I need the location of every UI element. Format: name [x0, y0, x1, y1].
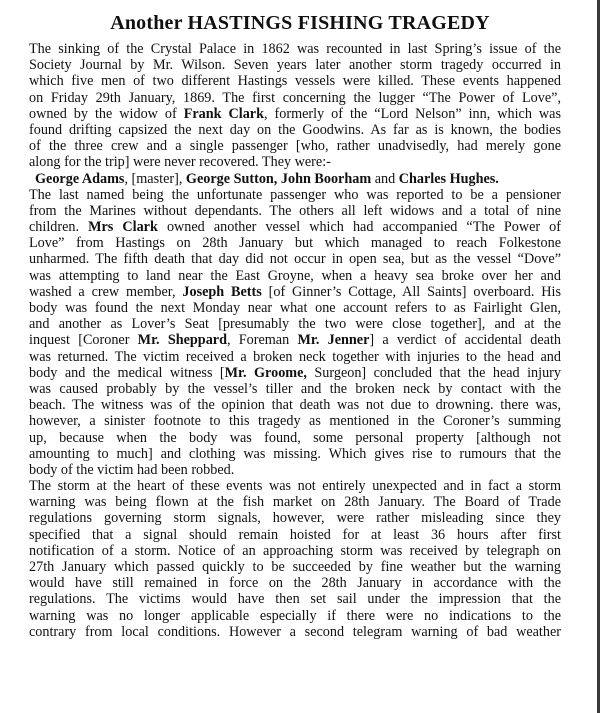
- text-line: specified that a signal should remain hoisted for at least 36 hours after first: [29, 526, 561, 543]
- text-line: warning was being flown at the fish market on 28th January. The Board of Trade: [29, 494, 561, 511]
- text-run: , [master],: [124, 170, 186, 187]
- text-line: 27th January which passed quickly to be succeeded by fine weather but the warning: [29, 559, 561, 575]
- text-line: was returned. The victim received a broken neck together with injuries to the head and: [29, 348, 561, 365]
- text-run: body and the medical witness [: [29, 364, 225, 381]
- name-joseph-betts: Joseph Betts: [182, 283, 262, 300]
- text-line: [29, 284, 561, 300]
- text-line: from the Marines without dependants. The others all left widows and a total of nine: [29, 202, 561, 219]
- text-line: The sinking of the Crystal Palace in 1862 was recounted in last Spring’s issue of the: [29, 41, 561, 57]
- text-line: unharmed. The fifth death that day did not occur in open sea, but as the vessel “Dove”: [29, 251, 561, 268]
- name-frank-clark: Frank Clark: [183, 105, 264, 122]
- name-mrs-clark: Mrs Clark: [88, 219, 158, 236]
- crew-list: [29, 171, 561, 187]
- text-line: Love” from Hastings on 28th January but which managed to reach Folkestone: [29, 235, 561, 252]
- text-run: children.: [29, 219, 80, 236]
- text-run: [of Ginner’s Cottage, All Saints] overboard. His: [268, 283, 561, 300]
- name-mr-sheppard: Mr. Sheppard: [137, 332, 227, 349]
- text-run: washed a crew member,: [29, 283, 176, 300]
- text-line: Society Journal by Mr. Wilson. Seven years later another storm tragedy occurred in: [29, 57, 561, 74]
- text-run: and: [371, 170, 399, 187]
- text-line: on Friday 29th January, 1869. The first concerning the lugger “The Power of Love”,: [29, 89, 561, 106]
- text-line: and another as Lover’s Seat [presumably the two were close together], and at the: [29, 316, 561, 333]
- text-line: beach. The witness was of the opinion that death was not due to drowning. there was,: [29, 397, 561, 414]
- text-line: of the three crew and a single passenger [who, rather unadvisedly, had merely gone: [29, 138, 561, 155]
- text-line: would have still remained in force on the 28th January in accordance with the: [29, 575, 561, 592]
- text-line: regulations. The victims would have then set sail under the impression that the: [29, 591, 561, 608]
- text-line: body of the victim had been robbed.: [29, 461, 235, 478]
- text-line: was attempting to land near the East Groyne, when a heavy sea broke over her and: [29, 267, 561, 284]
- name-charles-hughes: Charles Hughes.: [398, 170, 499, 187]
- text-line: found drifting capsized the next day on the Goodwins. As far as is known, the bodies: [29, 121, 561, 138]
- text-line: [29, 332, 561, 348]
- text-line: regulations governing storm signals, however, were rather misleading since they: [29, 510, 561, 527]
- text-run: inquest [Coroner: [29, 332, 130, 349]
- name-mr-jenner: Mr. Jenner: [297, 332, 370, 349]
- text-line: The last named being the unfortunate passenger who was reported to be a pensioner: [29, 186, 561, 203]
- text-line: amounting to much] and clothing was missing. Which gives rise to rumours that the: [29, 445, 561, 462]
- text-line: notification of a storm. Notice of an approaching storm was received by telegraph on: [29, 542, 561, 559]
- text-line: which five men of two different Hastings vessels were killed. These events happened: [29, 73, 561, 90]
- text-line: along for the trip] were never recovered. They were:-: [29, 154, 331, 171]
- text-line: [29, 106, 561, 122]
- text-run: ] a verdict of accidental death: [369, 332, 561, 349]
- name-mr-groome: Mr. Groome,: [224, 364, 307, 381]
- text-line: body was found the next Monday near what one account refers to as Fairlight Glen,: [29, 300, 561, 316]
- article-title: Another HASTINGS FISHING TRAGEDY: [110, 12, 490, 34]
- text-line: The storm at the heart of these events was not entirely unexpected and in fact a storm: [29, 478, 561, 495]
- text-line: up, because when the body was found, some personal property [although not: [29, 429, 561, 446]
- name-george-adams: George Adams: [35, 170, 125, 187]
- name-sutton-boorham: George Sutton, John Boorham: [185, 170, 372, 187]
- text-line: contrary from local conditions. However a second telegram warning of bad weather: [29, 623, 561, 640]
- text-run: Surgeon] concluded that the head injury: [314, 364, 561, 381]
- text-run: , Foreman: [226, 332, 290, 349]
- text-line: however, a sinister footnote to this tragedy as mentioned in the Coroner’s summing: [29, 413, 561, 430]
- text-line: [29, 365, 561, 381]
- text-line: was caused probably by the vessel’s tiller and the broken neck by contact with the: [29, 380, 561, 397]
- text-run: owned by the widow of: [29, 105, 177, 122]
- text-line: [29, 219, 561, 235]
- text-run: owned another vessel which had accompanied “The Power of: [166, 219, 561, 236]
- text-run: , formerly of the “Lord Nelson” inn, which was: [264, 105, 561, 122]
- article-body: [29, 41, 561, 640]
- text-line: warning was no longer applicable especially if there were no indications to the: [29, 607, 561, 624]
